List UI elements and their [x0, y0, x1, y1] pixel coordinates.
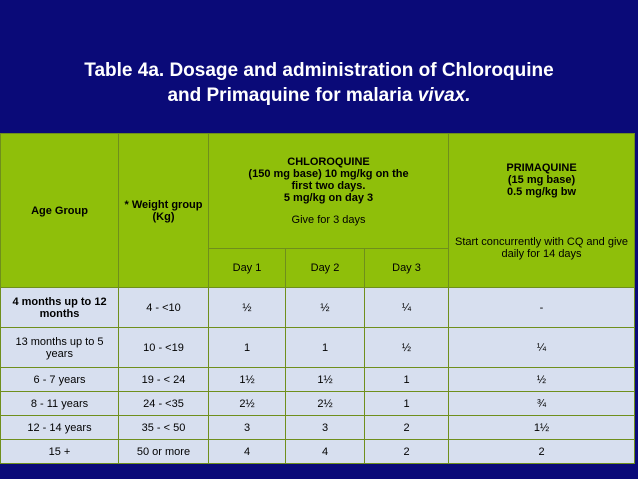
header-chloroquine: [209, 134, 449, 249]
cell-day-3: ½: [365, 328, 449, 368]
primaquine-line-1: PRIMAQUINE: [506, 161, 577, 174]
cell-day-1: 2½: [209, 392, 286, 416]
primaquine-line-3: 0.5 mg/kg bw: [506, 185, 577, 198]
cell-primaquine: -: [449, 288, 635, 328]
cell-day-2: 1: [286, 328, 365, 368]
table-row: [1, 440, 635, 464]
table-row: [1, 416, 635, 440]
header-age-group: Age Group: [1, 134, 119, 288]
title-line-1: Table 4a. Dosage and administration of Chloroquine: [84, 60, 554, 81]
chloroquine-note: Give for 3 days: [291, 214, 366, 226]
table-row: [1, 392, 635, 416]
cell-primaquine: ½: [449, 368, 635, 392]
table-row: [1, 288, 635, 328]
title-line-2-italic: vivax.: [417, 85, 471, 106]
chloroquine-line-3: first two days.: [291, 180, 366, 192]
cell-day-3: ¼: [365, 288, 449, 328]
cell-weight: 19 - < 24: [119, 368, 209, 392]
cell-weight: 35 - < 50: [119, 416, 209, 440]
header-day-2: Day 2: [286, 249, 365, 288]
table-row: [1, 328, 635, 368]
cell-day-2: 3: [286, 416, 365, 440]
cell-day-2: 1½: [286, 368, 365, 392]
cell-day-2: ½: [286, 288, 365, 328]
cell-day-3: 2: [365, 416, 449, 440]
cell-day-1: 1½: [209, 368, 286, 392]
cell-day-3: 1: [365, 368, 449, 392]
cell-primaquine: 1½: [449, 416, 635, 440]
cell-primaquine: ¾: [449, 392, 635, 416]
cell-primaquine: ¼: [449, 328, 635, 368]
primaquine-note: Start concurrently with CQ and give daily for 14 days: [455, 235, 629, 260]
cell-day-1: 1: [209, 328, 286, 368]
cell-day-2: 4: [286, 440, 365, 464]
cell-age: 6 - 7 years: [1, 368, 119, 392]
table-title: [0, 58, 638, 108]
cell-age: 8 - 11 years: [1, 392, 119, 416]
cell-day-1: 3: [209, 416, 286, 440]
cell-day-3: 1: [365, 392, 449, 416]
dosage-table: [0, 133, 635, 464]
title-line-2-text: and Primaquine for malaria: [167, 85, 418, 106]
chloroquine-line-2: (150 mg base) 10 mg/kg on the: [248, 168, 409, 180]
cell-age: 12 - 14 years: [1, 416, 119, 440]
cell-day-1: 4: [209, 440, 286, 464]
primaquine-line-2: (15 mg base): [507, 173, 576, 186]
chloroquine-line-1: CHLOROQUINE: [287, 156, 370, 168]
cell-weight: 4 - <10: [119, 288, 209, 328]
chloroquine-line-4: 5 mg/kg on day 3: [283, 192, 374, 204]
header-day-1: Day 1: [209, 249, 286, 288]
cell-age: 13 months up to 5 years: [1, 328, 119, 368]
cell-day-3: 2: [365, 440, 449, 464]
cell-weight: 10 - <19: [119, 328, 209, 368]
table-row: [1, 368, 635, 392]
cell-primaquine: 2: [449, 440, 635, 464]
title-line-2: [0, 83, 638, 108]
cell-age: 4 months up to 12 months: [1, 288, 119, 328]
header-day-3: Day 3: [365, 249, 449, 288]
cell-weight: 24 - <35: [119, 392, 209, 416]
cell-age: 15 +: [1, 440, 119, 464]
cell-weight: 50 or more: [119, 440, 209, 464]
header-weight-group: * Weight group (Kg): [119, 134, 209, 288]
header-primaquine: [449, 134, 635, 288]
cell-day-2: 2½: [286, 392, 365, 416]
cell-day-1: ½: [209, 288, 286, 328]
